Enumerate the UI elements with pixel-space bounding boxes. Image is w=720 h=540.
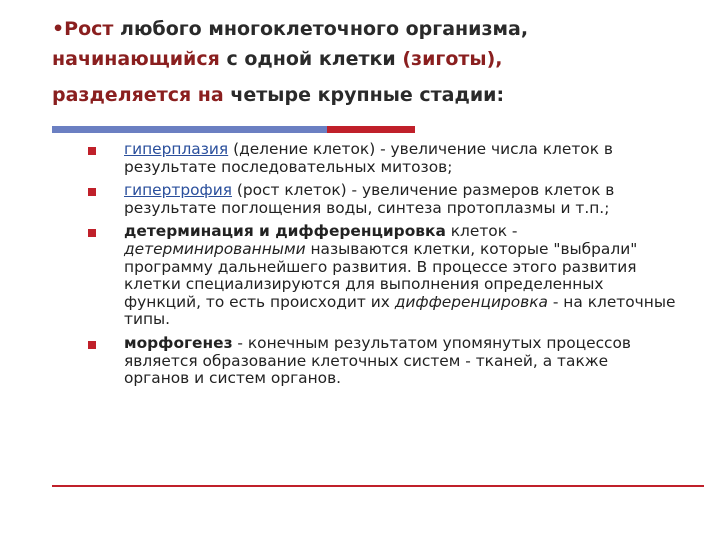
red-square-bullet-icon [88, 341, 96, 349]
term-determination: детерминация и дифференцировка [124, 222, 446, 241]
title-part-2: начинающийся [52, 48, 227, 70]
title-part-4: (зиготы), [402, 48, 503, 70]
item-text: клеток - [445, 222, 518, 241]
item-text: называются клетки, которые "выбрали" программу дальнейшего развития. В процессе этого развития клетки специализируются для выполнения определенных функций, то есть происходит их [124, 239, 638, 311]
list-item-morphogenesis [88, 335, 678, 388]
item-italic-term: детерминированными [124, 239, 306, 258]
slide-title [52, 14, 702, 110]
red-square-bullet-icon [88, 229, 96, 237]
item-text: (рост клеток) - увеличение размеров клеток в результате поглощения воды, синтеза протоплазмы и т.п.; [124, 181, 615, 217]
title-part-1: любого многоклеточного организма, [113, 18, 529, 40]
title-underline-red [327, 126, 415, 133]
list-item-determination [88, 223, 678, 329]
title-word-rost: Рост [64, 18, 114, 40]
term-link-hyperplasia[interactable]: гиперплазия [124, 140, 229, 158]
title-part-5: разделяется на [52, 84, 231, 106]
term-morphogenesis: морфогенез [124, 333, 233, 352]
title-line-3 [52, 80, 702, 110]
stages-list [88, 141, 678, 388]
red-square-bullet-icon [88, 147, 96, 155]
list-item-hyperplasia [88, 141, 678, 176]
title-underline-blue [52, 126, 327, 133]
title-bullet: • [52, 18, 65, 40]
red-square-bullet-icon [88, 188, 96, 196]
item-text: - конечным результатом упомянутых процессов является образование клеточных систем - тканей, а также органов и систем органов. [124, 333, 631, 388]
title-part-6: четыре крупные стадии: [230, 84, 505, 106]
list-item-hypertrophy [88, 182, 678, 217]
item-text: - на клеточные типы. [124, 292, 676, 329]
bottom-divider [52, 485, 704, 487]
item-italic-term: дифференцировка [394, 292, 548, 311]
item-text: (деление клеток) - увеличение числа клеток в результате последовательных митозов; [124, 140, 613, 176]
title-part-3: с одной клетки [226, 48, 403, 70]
term-link-hypertrophy[interactable]: гипертрофия [124, 181, 232, 200]
